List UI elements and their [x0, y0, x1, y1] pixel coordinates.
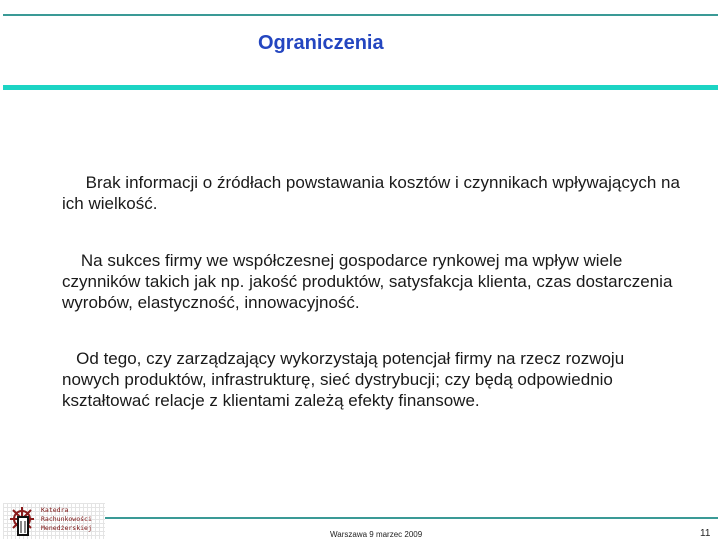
slide-title: Ograniczenia — [258, 32, 384, 54]
paragraph-1-text: Brak informacji o źródłach powstawania kosztów i czynnikach wpływających na ich wielkość. — [62, 173, 680, 213]
paragraph-2-text: Na sukces firmy we współczesnej gospodarce rynkowej ma wpływ wiele czynników takich jak np. jakość produktów, satysfakcja klienta, czas dostarczenia wyrobów, elastyczność, innowacyjność. — [62, 251, 673, 312]
ship-wheel-icon — [9, 505, 39, 537]
page-number: 11 — [700, 528, 711, 539]
footer-date: Warszawa 9 marzec 2009 — [330, 530, 423, 539]
paragraph-1 — [62, 172, 682, 214]
title-underline — [3, 85, 718, 90]
logo-text: Katedra Rachunkowości Menedżerskiej — [41, 506, 92, 532]
top-rule — [3, 14, 718, 16]
paragraph-3-text: Od tego, czy zarządzający wykorzystają potencjał firmy na rzecz rozwoju nowych produktów, infrastrukturę, sieć dystrybucji; czy będą odpowiednio kształtować relacje z klientami zależą efekty finansowe. — [62, 349, 625, 410]
paragraph-3 — [62, 348, 682, 411]
paragraph-2 — [62, 250, 682, 313]
department-logo — [3, 503, 105, 539]
footer-rule — [105, 517, 718, 519]
